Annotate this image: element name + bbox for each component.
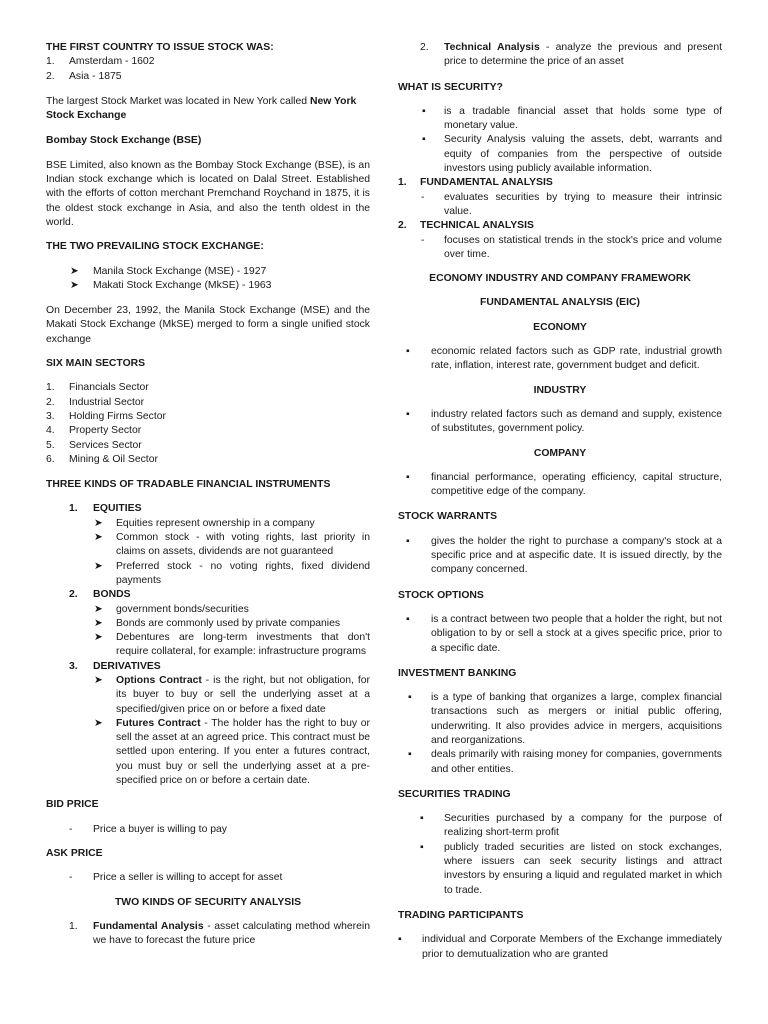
square-bullet-icon: ▪	[406, 471, 410, 483]
list-item-text: - is the right, but not obligation, for its buyer to buy or sell the underlying asset at a specified/given price on or before a fixed date	[116, 674, 370, 715]
list-number: 2.	[420, 42, 429, 53]
list-item-text: Asia - 1875	[69, 70, 122, 82]
list-item-text: is a tradable financial asset that holds some type of monetary value.	[444, 105, 722, 132]
list-number: 1.	[46, 56, 55, 68]
list-number: 3.	[46, 410, 55, 422]
list-item-text: is a type of banking that organizes a large, complex financial transactions such as mergers or initial public offering, underwriting. It also provides advice in mergers, acquisitions and reorganizations.	[431, 692, 722, 746]
list-item	[46, 920, 370, 949]
list-item-text: - asset calculating method wherein we have to forecast the future price	[93, 920, 370, 947]
group-title: FUNDAMENTAL ANALYSIS	[420, 177, 553, 189]
list-item	[46, 502, 370, 516]
list-item	[46, 453, 370, 467]
list-number: 1.	[398, 177, 407, 189]
list-item	[398, 471, 722, 500]
list-item	[398, 812, 722, 841]
list-item	[398, 535, 722, 578]
list-item	[46, 70, 370, 84]
list-item	[398, 613, 722, 656]
list-number: 1.	[69, 503, 78, 515]
bse-heading: Bombay Stock Exchange (BSE)	[46, 135, 202, 147]
arrow-bullet-icon: ➤	[94, 532, 103, 544]
list-item	[46, 560, 370, 589]
list-item	[46, 603, 370, 617]
dash-bullet-icon: -	[69, 823, 73, 835]
list-item	[46, 517, 370, 531]
list-item	[46, 381, 370, 395]
arrow-bullet-icon: ➤	[94, 632, 103, 644]
list-item-text: Equities represent ownership in a company	[116, 517, 315, 529]
square-bullet-icon: ▪	[398, 934, 402, 946]
dash-bullet-icon: -	[421, 191, 425, 203]
instruments-list	[46, 502, 370, 788]
list-item	[398, 841, 722, 898]
list-number: 4.	[46, 425, 55, 437]
list-item	[46, 265, 370, 279]
merge-paragraph: On December 23, 1992, the Manila Stock Exchange (MSE) and the Makati Stock Exchange (MkSE) merged to form a single unified stock exchange	[46, 305, 370, 345]
list-item	[46, 439, 370, 453]
list-item-text: Common stock - with voting rights, last priority in claims on assets, dividends are not guaranteed	[116, 532, 370, 558]
square-bullet-icon: ▪	[406, 613, 410, 625]
arrow-bullet-icon: ➤	[94, 617, 103, 629]
sectors-list	[46, 381, 370, 467]
left-column	[46, 41, 370, 948]
list-item	[46, 424, 370, 438]
list-item	[398, 408, 722, 437]
list-item	[398, 234, 722, 263]
economy-heading: ECONOMY	[533, 321, 587, 333]
list-item-text: - analyze the previous and present price to determine the price of an asset	[444, 42, 722, 68]
list-item	[46, 871, 370, 885]
list-item-text: Amsterdam - 1602	[69, 56, 155, 68]
list-item-text: Financials Sector	[69, 382, 149, 394]
list-item	[398, 933, 722, 962]
list-item-text: focuses on statistical trends in the stock's price and volume over time.	[444, 234, 722, 260]
list-number: 2.	[398, 220, 407, 232]
list-item	[46, 279, 370, 293]
list-item-text: government bonds/securities	[116, 603, 249, 615]
list-item-text: is a contract between two people that a holder the right, but not obligation to by or sell a stock at a gives specific price, prior to a specific date.	[431, 613, 722, 654]
list-item-text: - The holder has the right to buy or sell the asset at an agreed price. This contract must be settled upon entering. If you enter a futures contract, you must buy or sell the underlying asset at a pre-specified price on or before a certain date.	[116, 717, 370, 787]
security-heading: WHAT IS SECURITY?	[398, 81, 503, 93]
list-item-text: Mining & Oil Sector	[69, 453, 158, 465]
square-bullet-icon: ▪	[422, 134, 426, 146]
analysis-heading: TWO KINDS OF SECURITY ANALYSIS	[114, 896, 302, 908]
list-number: 2.	[46, 70, 55, 82]
list-item-text: Preferred stock - no voting rights, fixed dividend payments	[116, 560, 370, 586]
list-item	[46, 617, 370, 631]
eic-title: ECONOMY INDUSTRY AND COMPANY FRAMEWORK	[429, 273, 691, 285]
square-bullet-icon: ▪	[408, 749, 412, 761]
dash-bullet-icon: -	[421, 234, 425, 246]
list-item-text: publicly traded securities are listed on stock exchanges, where issuers can seek security listings and attract investors by ensuring a liquid and regulated market in which to trade.	[444, 841, 722, 896]
list-item-text: Price a seller is willing to accept for asset	[93, 872, 283, 884]
list-item	[398, 345, 722, 374]
company-heading: COMPANY	[533, 447, 587, 459]
list-item-text: Bonds are commonly used by private companies	[116, 617, 341, 629]
list-item	[398, 191, 722, 220]
list-item-text: Industrial Sector	[69, 396, 145, 408]
bid-heading: BID PRICE	[46, 799, 99, 811]
list-item-text: Security Analysis valuing the assets, debt, warrants and equity of companies from the perspective of outside investors using publicly available information.	[444, 134, 722, 175]
arrow-bullet-icon: ➤	[94, 603, 103, 615]
largest-market-paragraph	[46, 95, 370, 124]
square-bullet-icon: ▪	[406, 346, 410, 358]
list-item-text: Property Sector	[69, 425, 142, 437]
bse-paragraph: BSE Limited, also known as the Bombay Stock Exchange (BSE), is an Indian stock exchange which is located on Dalal Street. Established with the efforts of cotton merchant Premchand Roychand in 1875, it is the oldest stock exchange in Asia, and also the tenth oldest in the world.	[46, 159, 370, 228]
square-bullet-icon: ▪	[408, 692, 412, 704]
prevailing-heading: THE TWO PREVAILING STOCK EXCHANGE:	[46, 241, 264, 253]
list-item-text: Holding Firms Sector	[69, 410, 167, 422]
eic-subtitle: FUNDAMENTAL ANALYSIS (EIC)	[480, 297, 640, 309]
right-column	[398, 41, 722, 1024]
list-item-text: gives the holder the right to purchase a company's stock at a specific price and at aspecific date. It is issued directly, by the company concerned.	[431, 535, 722, 576]
list-item	[46, 660, 370, 674]
list-item-text: deals primarily with raising money for companies, governments and other entities.	[431, 749, 722, 775]
list-item-text: industry related factors such as demand and supply, existence of substitutes, government policy.	[431, 408, 722, 435]
list-item-text: economic related factors such as GDP rate, industrial growth rate, inflation, interest rate, government budget and deficit.	[431, 346, 722, 372]
sectors-heading: SIX MAIN SECTORS	[46, 358, 146, 370]
list-item-bold: Technical Analysis	[444, 42, 540, 53]
industry-heading: INDUSTRY	[533, 384, 587, 396]
banking-heading: INVESTMENT BANKING	[398, 667, 517, 679]
square-bullet-icon: ▪	[406, 535, 410, 547]
list-item-bold: Fundamental Analysis	[93, 920, 204, 932]
arrow-bullet-icon: ➤	[70, 279, 79, 291]
arrow-bullet-icon: ➤	[94, 674, 103, 686]
list-item	[398, 133, 722, 176]
list-item	[46, 631, 370, 660]
list-item-text: individual and Corporate Members of the Exchange immediately prior to demutualization who are granted	[422, 934, 722, 960]
group-title: TECHNICAL ANALYSIS	[420, 220, 534, 232]
list-item-text: Debentures are long-term investments that don't require collateral, for example: infrastructure programs	[116, 632, 370, 658]
list-item-text: Services Sector	[69, 439, 142, 451]
list-item-text: Makati Stock Exchange (MkSE) - 1963	[93, 279, 272, 291]
instruments-heading: THREE KINDS OF TRADABLE FINANCIAL INSTRUMENTS	[46, 479, 331, 491]
list-item	[46, 588, 370, 602]
square-bullet-icon: ▪	[422, 105, 426, 117]
list-item-text: evaluates securities by trying to measure their intrinsic value.	[444, 191, 722, 217]
list-number: 2.	[69, 589, 78, 601]
list-number: 1.	[46, 382, 55, 394]
list-item	[46, 717, 370, 788]
arrow-bullet-icon: ➤	[94, 560, 103, 572]
list-item-bold: Futures Contract	[116, 717, 201, 729]
square-bullet-icon: ▪	[406, 408, 410, 420]
list-number: 6.	[46, 453, 55, 465]
arrow-bullet-icon: ➤	[70, 265, 79, 277]
list-item-text: Price a buyer is willing to pay	[93, 823, 227, 835]
list-item-bold: Options Contract	[116, 674, 202, 686]
group-title: DERIVATIVES	[93, 660, 161, 672]
list-item	[46, 823, 370, 837]
list-item	[46, 674, 370, 717]
trading-heading: SECURITIES TRADING	[398, 788, 511, 800]
square-bullet-icon: ▪	[420, 813, 424, 825]
paragraph-text: The largest Stock Market was located in New York called	[46, 95, 310, 107]
group-title: BONDS	[93, 589, 131, 601]
list-item	[398, 691, 722, 748]
list-item-text: financial performance, operating efficiency, capital structure, competitive edge of the company.	[431, 471, 722, 498]
square-bullet-icon: ▪	[420, 841, 424, 853]
list-item	[398, 176, 722, 190]
list-item-text: Manila Stock Exchange (MSE) - 1927	[93, 265, 267, 277]
list-number: 3.	[69, 660, 78, 672]
first-country-heading: THE FIRST COUNTRY TO ISSUE STOCK WAS:	[46, 42, 274, 53]
options-heading: STOCK OPTIONS	[398, 589, 484, 601]
list-number: 2.	[46, 396, 55, 408]
group-title: EQUITIES	[93, 503, 142, 515]
paragraph-bold: New York Stock Exchange	[46, 95, 357, 122]
list-number: 1.	[69, 920, 78, 932]
list-item	[398, 105, 722, 134]
list-item	[46, 410, 370, 424]
list-item	[398, 219, 722, 233]
arrow-bullet-icon: ➤	[94, 717, 103, 729]
list-item	[46, 55, 370, 69]
list-item-text: Securities purchased by a company for the purpose of realizing short-term profit	[444, 813, 722, 839]
dash-bullet-icon: -	[69, 872, 73, 884]
list-item	[398, 41, 722, 70]
participants-heading: TRADING PARTICIPANTS	[398, 909, 524, 921]
ask-heading: ASK PRICE	[46, 847, 103, 859]
list-item	[398, 748, 722, 777]
list-item	[46, 396, 370, 410]
list-number: 5.	[46, 439, 55, 451]
list-item	[46, 531, 370, 560]
warrants-heading: STOCK WARRANTS	[398, 511, 498, 523]
arrow-bullet-icon: ➤	[94, 517, 103, 529]
